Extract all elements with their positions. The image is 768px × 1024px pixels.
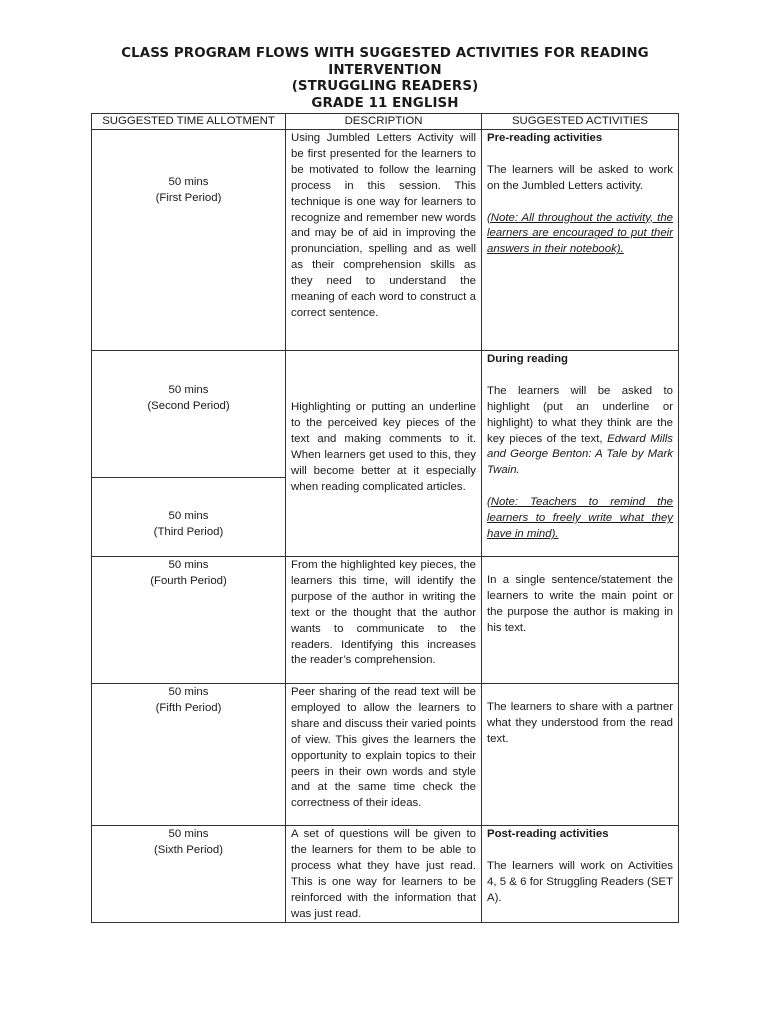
activity-heading: Pre-reading activities [487, 132, 603, 144]
description-cell: Peer sharing of the read text will be employed to allow the learners to share and discuss their varied points of view. This gives the learners the opportunity to explain topics to their peers in their own words and style and at the same time check the correctness of their ideas. [286, 684, 482, 826]
program-flow-table [91, 113, 679, 923]
period-label: (Fifth Period) [155, 701, 222, 714]
table-header-row [92, 114, 679, 130]
time-value: 50 mins [168, 559, 209, 571]
table-row [92, 557, 679, 684]
description-cell [286, 351, 482, 557]
activity-cell [482, 826, 679, 923]
time-cell [92, 351, 286, 478]
table-row [92, 130, 679, 351]
title-line-3: (STRUGGLING READERS) [291, 79, 479, 94]
time-value: 50 mins [168, 384, 209, 396]
period-label: (Third Period) [153, 525, 224, 538]
time-value: 50 mins [168, 686, 209, 698]
time-cell [92, 557, 286, 684]
table-row [92, 826, 679, 923]
activity-text [487, 384, 673, 479]
header-suggested-activities: SUGGESTED ACTIVITIES [482, 114, 679, 130]
activity-text-main: The learners will be asked to highlight (put an underline or highlight) to what they think are the key pieces of the text, [487, 384, 673, 445]
time-value: 50 mins [168, 828, 209, 840]
description-text: Highlighting or putting an underline to the perceived key pieces of the text and making comments to it. When learners get used to this, they will become better at it especially when reading complicated articles. [291, 401, 476, 493]
activity-note: (Note: All throughout the activity, the learners are encouraged to put their answers in their notebook). [487, 211, 673, 256]
header-time-allotment: SUGGESTED TIME ALLOTMENT [92, 114, 286, 130]
period-label: (Sixth Period) [153, 843, 223, 856]
header-description: DESCRIPTION [286, 114, 482, 130]
table-row [92, 351, 679, 478]
activity-cell [482, 557, 679, 684]
time-cell [92, 826, 286, 923]
activity-heading: During reading [487, 353, 569, 365]
document-title [90, 46, 680, 112]
table-row [92, 684, 679, 826]
activity-text: The learners will be asked to work on the Jumbled Letters activity. [487, 163, 673, 192]
activity-text: The learners will work on Activities 4, 5 & 6 for Struggling Readers (SET A). [487, 859, 673, 904]
title-line-4: GRADE 11 ENGLISH [311, 95, 459, 111]
activity-text-title: Edward Mills and George Benton: A Tale by Mark Twain. [487, 432, 674, 477]
title-line-1: CLASS PROGRAM FLOWS WITH SUGGESTED ACTIVITIES FOR READING [121, 46, 649, 61]
period-label: (Fourth Period) [150, 574, 227, 587]
description-cell: Using Jumbled Letters Activity will be first presented for the learners to be motivated to follow the learning process in this session. This technique is one way for learners to recognize and remember new words and may be of aid in improving the pronunciation, spelling and as well as their comprehension skills as they need to understand the meaning of each word to construct a correct sentence. [286, 130, 482, 351]
period-label: (First Period) [155, 191, 222, 204]
description-cell: From the highlighted key pieces, the learners this time, will identify the purpose of the author in writing the text or the thought that the author wants to communicate to the readers. Identifying this increases the reader’s comprehension. [286, 557, 482, 684]
time-cell [92, 130, 286, 351]
activity-cell [482, 684, 679, 826]
period-label: (Second Period) [147, 399, 230, 412]
time-cell [92, 684, 286, 826]
time-value: 50 mins [168, 176, 209, 188]
time-value: 50 mins [168, 510, 209, 522]
description-cell: A set of questions will be given to the learners for them to be able to process what they have just read. This is one way for learners to be reinforced with the information that was just read. [286, 826, 482, 923]
activity-heading: Post-reading activities [487, 828, 609, 840]
activity-text: In a single sentence/statement the learners to write the main point or the purpose the author is making in his text. [487, 574, 673, 634]
activity-cell [482, 351, 679, 557]
title-line-2: INTERVENTION [328, 62, 442, 78]
activity-text: The learners to share with a partner what they understood from the read text. [487, 701, 673, 745]
time-cell [92, 478, 286, 557]
activity-cell [482, 130, 679, 351]
activity-note: (Note: Teachers to remind the learners to freely write what they have in mind). [487, 496, 673, 540]
